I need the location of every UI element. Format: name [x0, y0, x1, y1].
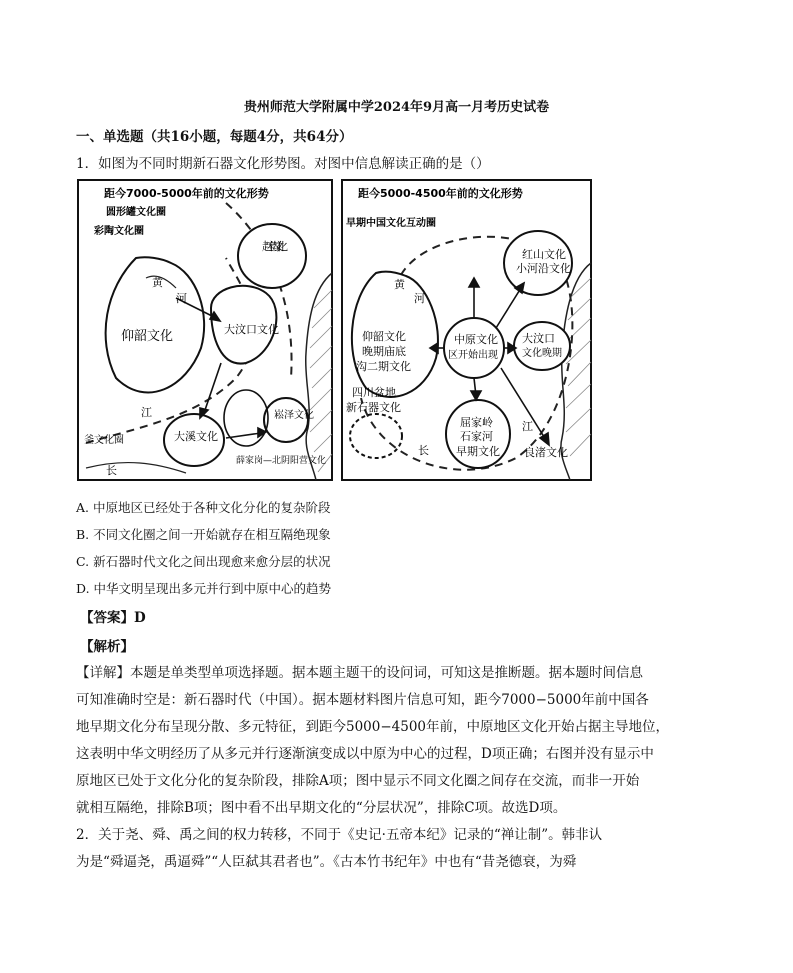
map-right-label-14: 屈家岭: [460, 416, 493, 429]
map-right-label-4: 河: [414, 292, 425, 305]
map-left-label-5: 仰韶文化: [121, 329, 174, 344]
map-left-label-9: 大溪文化: [174, 430, 218, 443]
answer: 【答案】D: [80, 610, 146, 626]
detail-line: 原地区已处于文化分化的复杂阶段，排除A项；图中显示不同文化圈之间存在交流，而非一开始: [76, 773, 640, 789]
map-left-title: 距今7000-5000年前的文化形势: [104, 187, 269, 200]
map-right-label-6: 晚期庙底: [362, 345, 406, 358]
map-right-label-16: 早期文化: [456, 445, 500, 458]
map-left-label-3: 黄: [152, 276, 163, 289]
map-right-label-19: 良渚文化: [524, 446, 568, 459]
detail-line: 这表明中华文明经历了从多元并行逐渐演变成以中原为中心的过程，D项正确；右图并没有显示中: [76, 746, 654, 762]
map-right-label-11: 文化晚期: [522, 348, 562, 359]
map-left-label-7: 江: [141, 406, 152, 419]
exam-title: 贵州师范大学附属中学2024年9月高一月考历史试卷: [243, 100, 550, 115]
neolithic-culture-maps: [76, 178, 593, 484]
map-right-label-0: 早期中国文化互动圈: [346, 218, 436, 229]
question-2-line: 2．关于尧、舜、禹之间的权力转移，不同于《史记·五帝本纪》记录的“禅让制”。韩非认: [76, 827, 603, 843]
map-right-label-10: 大汶口: [522, 332, 555, 345]
map-left-label-1: 彩陶文化圈: [94, 226, 144, 237]
map-right-label-9: 区开始出现: [448, 350, 498, 361]
map-left-label-8: 釜文化圈: [84, 435, 124, 446]
option-c: C. 新石器时代文化之间出现愈来愈分层的状况: [76, 554, 331, 569]
detail-line: 【详解】本题是单类型单项选择题。据本题主题干的设问词，可知这是推断题。据本题时间信息: [76, 665, 643, 681]
map-right-label-3: 黄: [394, 278, 405, 291]
question-1-stem: 1．如图为不同时期新石器文化形势图。对图中信息解读正确的是（）: [76, 156, 490, 172]
map-left-label-4: 河: [176, 292, 187, 305]
map-left-label-12: 长: [106, 464, 117, 477]
map-left-label-11: 薛家岗—北阴阳营文化: [236, 456, 327, 466]
question-2: [76, 822, 716, 876]
analysis-label: 【解析】: [80, 639, 134, 655]
map-right-label-5: 仰韶文化: [362, 330, 406, 343]
detail-explanation: [76, 660, 716, 822]
map-left: [78, 180, 332, 480]
map-right-label-15: 石家河: [460, 430, 493, 443]
detail-line: 可知准确时空是：新石器时代（中国）。据本题材料图片信息可知，距今7000−5000年前中国各: [76, 692, 649, 708]
map-left-label-10: 崧泽文化: [274, 410, 314, 421]
section-heading: 一、单选题（共16小题，每题4分，共64分）: [76, 129, 353, 145]
detail-line: 就相互隔绝，排除B项；图中看不出早期文化的“分层状况”，排除C项。故选D项。: [76, 800, 567, 816]
map-right-label-8: 中原文化: [454, 333, 498, 346]
map-right: [342, 180, 591, 480]
map-right-label-17: 江: [522, 420, 533, 433]
map-right-label-18: 长: [418, 444, 429, 457]
option-a: A. 中原地区已经处于各种文化分化的复杂阶段: [76, 500, 331, 515]
map-left-label-0: 圆形罐文化圈: [106, 207, 166, 218]
detail-line: 地早期文化分布呈现分散、多元特征，到距今5000−4500年前，中原地区文化开始占据主导地位，: [76, 719, 670, 735]
option-b: B. 不同文化圈之间一开始就存在相互隔绝现象: [76, 527, 331, 542]
map-right-label-2: 小河沿文化: [516, 262, 571, 275]
map-right-label-12: 四川盆地: [352, 386, 396, 399]
map-right-title: 距今5000-4500年前的文化形势: [358, 187, 523, 200]
map-right-label-13: 新石器文化: [346, 401, 401, 414]
map-left-label-2: 赵宝沟文化: [262, 240, 288, 253]
map-right-label-7: 沟二期文化: [356, 360, 411, 373]
map-right-label-1: 红山文化: [522, 248, 566, 261]
question-2-line: 为是“舜逼尧，禹逼舜”“人臣弑其君者也”。《古本竹书纪年》中也有“昔尧德衰，为舜: [76, 854, 577, 870]
map-left-label-6: 大汶口文化: [224, 323, 279, 336]
option-d: D. 中华文明呈现出多元并行到中原中心的趋势: [76, 581, 332, 596]
